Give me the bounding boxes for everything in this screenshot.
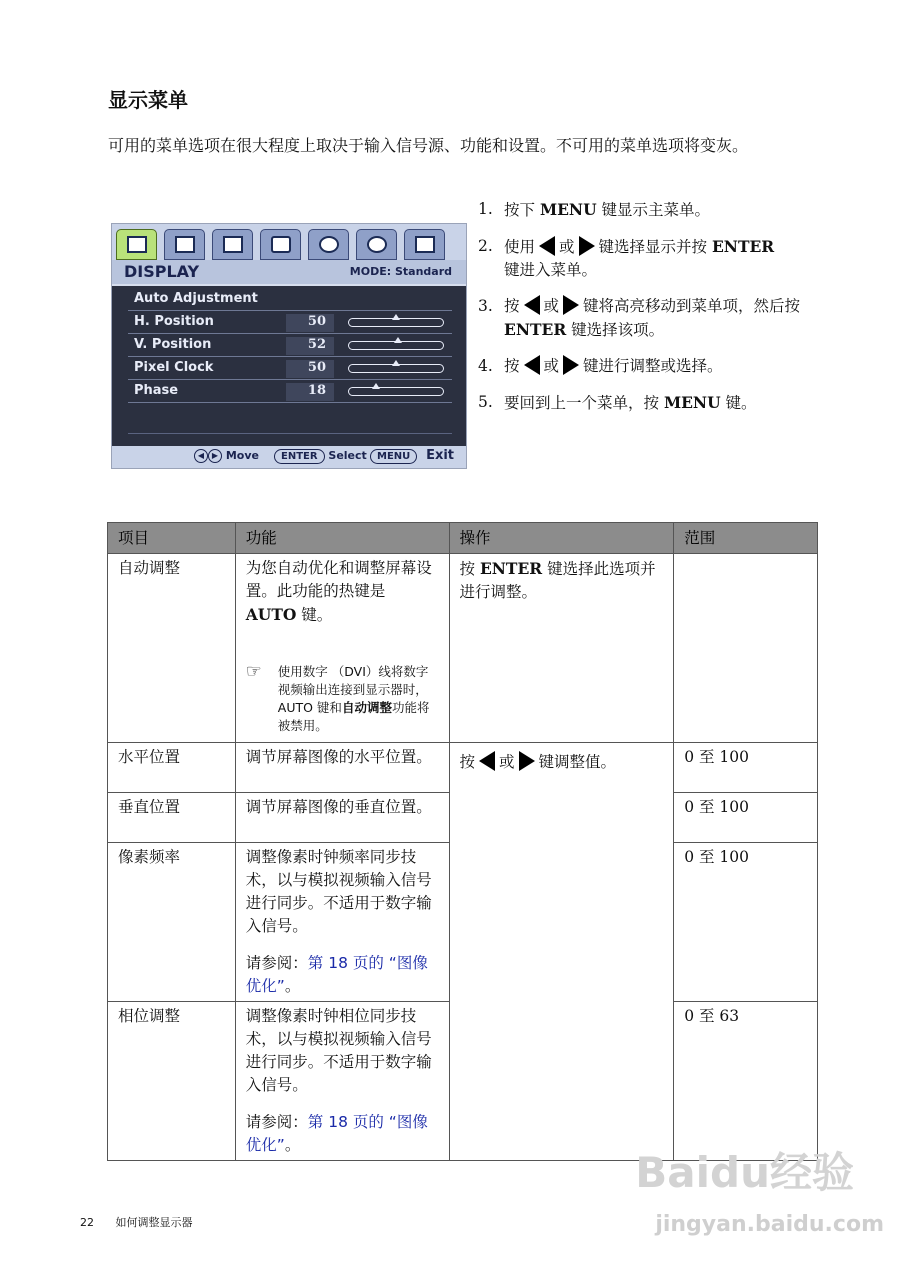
- left-arrow-icon: ◀: [194, 449, 208, 463]
- osd-footer: [112, 446, 466, 468]
- right-arrow-icon: [563, 295, 579, 315]
- key-name: MENU: [539, 200, 597, 219]
- step-item: [478, 355, 838, 378]
- right-arrow-icon: [563, 355, 579, 375]
- intro-paragraph: 可用的菜单选项在很大程度上取决于输入信号源、功能和设置。不可用的菜单选项将变灰。: [108, 136, 749, 155]
- cell-text: 键选择此选项并进行调整。: [459, 560, 656, 601]
- osd-exit-label: Exit: [426, 448, 454, 463]
- osd-menu-screenshot: [111, 223, 467, 469]
- system-icon: [308, 229, 349, 260]
- table-row: [108, 554, 818, 743]
- range-cell: 0 至 100: [674, 743, 818, 793]
- step-number: 4.: [478, 357, 493, 375]
- settings-icon: [356, 229, 397, 260]
- cell-text: 。: [284, 977, 301, 995]
- footer-text: 如何调整显示器: [115, 1216, 193, 1229]
- menu-key-icon: MENU: [370, 449, 417, 464]
- range-cell: [674, 554, 818, 743]
- range-cell: 0 至 100: [674, 793, 818, 843]
- enter-key-icon: ENTER: [274, 449, 325, 464]
- osd-tab-bar: [112, 224, 466, 260]
- step-item: [478, 235, 838, 282]
- osd-item-list: [128, 288, 452, 434]
- osd-title: DISPLAY: [124, 262, 200, 281]
- move-label: Move: [225, 449, 259, 462]
- column-header: 操作: [449, 523, 674, 554]
- slider-knob: [392, 360, 400, 366]
- step-text: 键。: [720, 394, 757, 412]
- item-cell: 相位调整: [108, 1002, 236, 1161]
- osd-empty-row: [128, 403, 452, 434]
- osd-slider: [348, 387, 444, 396]
- audio-icon: [260, 229, 301, 260]
- slider-knob: [372, 383, 380, 389]
- operation-cell: [449, 743, 674, 1161]
- key-name: AUTO: [245, 605, 297, 624]
- function-cell: 调节屏幕图像的水平位置。: [235, 743, 449, 793]
- picture-icon: [164, 229, 205, 260]
- left-arrow-icon: [524, 295, 540, 315]
- osd-mode: MODE: Standard: [349, 265, 452, 278]
- operation-cell: [449, 554, 674, 743]
- note-bold: 自动调整: [341, 700, 392, 715]
- osd-item-value: 50: [286, 314, 334, 332]
- item-cell: 像素频率: [108, 843, 236, 1002]
- osd-item: [128, 334, 452, 357]
- step-text: 或: [559, 238, 575, 256]
- watermark-logo: Baidu经验: [635, 1148, 854, 1197]
- osd-item: [128, 357, 452, 380]
- function-cell: [235, 843, 449, 1002]
- note-text: 使用数字 （DVI）线将数字视频输出连接到显示器时， AUTO 键和: [277, 664, 429, 715]
- pointing-hand-icon: ☞: [245, 661, 262, 682]
- step-text: 键选择显示并按: [598, 238, 712, 256]
- step-text: 按下: [504, 201, 540, 219]
- cell-text: 键调整值。: [538, 753, 617, 771]
- section-title: 显示菜单: [108, 88, 188, 112]
- reference-link[interactable]: 第 18 页的 “图像优化”: [245, 954, 428, 995]
- osd-item: [128, 380, 452, 403]
- step-text: 按: [504, 297, 520, 315]
- right-arrow-icon: [579, 236, 595, 256]
- right-arrow-icon: [519, 751, 535, 771]
- step-text: 键将高亮移动到菜单项，然后按: [583, 297, 801, 315]
- step-text: 按: [504, 357, 520, 375]
- reference: [246, 1111, 439, 1157]
- instruction-steps: [478, 198, 838, 428]
- step-text: 键进行调整或选择。: [583, 357, 723, 375]
- osd-slider: [348, 364, 444, 373]
- left-arrow-icon: [479, 751, 495, 771]
- left-arrow-icon: [539, 236, 555, 256]
- key-name: ENTER: [711, 237, 775, 256]
- cell-text: 为您自动优化和调整屏幕设置。此功能的热键是: [245, 559, 432, 600]
- range-cell: 0 至 63: [674, 1002, 818, 1161]
- select-label: Select: [328, 449, 367, 462]
- watermark-url: jingyan.baidu.com: [655, 1212, 884, 1237]
- osd-slider: [348, 318, 444, 327]
- key-name: MENU: [663, 393, 721, 412]
- osd-item-value: 50: [286, 360, 334, 378]
- reference-link[interactable]: 第 18 页的 “图像优化”: [245, 1113, 428, 1154]
- osd-select-hint: [274, 449, 367, 464]
- osd-item: [128, 288, 452, 311]
- column-header: 项目: [108, 523, 236, 554]
- table-row: [108, 743, 818, 793]
- step-number: 2.: [478, 237, 493, 255]
- cell-text: 调整像素时钟频率同步技术，以与模拟视频输入信号进行同步。不适用于数字输入信号。: [245, 848, 432, 935]
- item-cell: 水平位置: [108, 743, 236, 793]
- cell-text: 键。: [296, 606, 333, 624]
- cell-text: 按: [459, 753, 476, 771]
- note-text: 功能将被禁用。: [277, 700, 430, 733]
- cell-text: 或: [499, 753, 515, 771]
- range-cell: 0 至 100: [674, 843, 818, 1002]
- osd-item-label: Pixel Clock: [134, 360, 214, 375]
- step-item: [478, 391, 838, 415]
- osd-item-label: Phase: [134, 383, 179, 398]
- osd-menu-hint: [370, 449, 417, 464]
- osd-item: [128, 311, 452, 334]
- cell-text: 调整像素时钟相位同步技术，以与模拟视频输入信号进行同步。不适用于数字输入信号。: [245, 1007, 432, 1094]
- slider-knob: [392, 314, 400, 320]
- right-arrow-icon: ▶: [208, 449, 222, 463]
- reference: [246, 952, 439, 998]
- settings-table: [107, 522, 818, 1161]
- step-text: 键显示主菜单。: [596, 201, 711, 219]
- step-text: 键进入菜单。: [504, 261, 598, 279]
- osd-item-value: 18: [286, 383, 334, 401]
- step-text: 或: [543, 357, 560, 375]
- osd-item-value: 52: [286, 337, 334, 355]
- step-text: 或: [543, 297, 560, 315]
- key-name: ENTER: [479, 559, 543, 578]
- osd-item-label: Auto Adjustment: [134, 291, 258, 306]
- display-icon: [116, 229, 157, 260]
- osd-item-label: V. Position: [134, 337, 212, 352]
- cell-text: 按: [459, 560, 480, 578]
- osd-move-hint: [194, 449, 259, 463]
- cell-text: 请参阅：: [245, 954, 308, 972]
- column-header: 功能: [235, 523, 449, 554]
- cell-text: 。: [284, 1136, 301, 1154]
- function-cell: 调节屏幕图像的垂直位置。: [235, 793, 449, 843]
- step-number: 5.: [478, 393, 493, 411]
- page-footer: [80, 1214, 193, 1230]
- key-name: ENTER: [504, 320, 567, 339]
- item-cell: 垂直位置: [108, 793, 236, 843]
- step-text: 要回到上一个菜单，按: [504, 394, 664, 412]
- exit-icon: [404, 229, 445, 260]
- step-number: 3.: [478, 297, 493, 315]
- table-header-row: [108, 523, 818, 554]
- step-text: 使用: [504, 238, 536, 256]
- picture-advanced-icon: [212, 229, 253, 260]
- function-cell: [235, 554, 449, 743]
- osd-header: [112, 260, 466, 286]
- step-number: 1.: [478, 200, 493, 218]
- osd-item-label: H. Position: [134, 314, 214, 329]
- item-cell: 自动调整: [108, 554, 236, 743]
- column-header: 范围: [674, 523, 818, 554]
- step-item: [478, 295, 838, 342]
- left-arrow-icon: [524, 355, 540, 375]
- osd-slider: [348, 341, 444, 350]
- cell-text: 请参阅：: [245, 1113, 308, 1131]
- step-item: [478, 198, 838, 222]
- note: [246, 663, 439, 735]
- page-number: 22: [80, 1216, 94, 1229]
- step-text: 键选择该项。: [566, 321, 665, 339]
- function-cell: [235, 1002, 449, 1161]
- slider-knob: [394, 337, 402, 343]
